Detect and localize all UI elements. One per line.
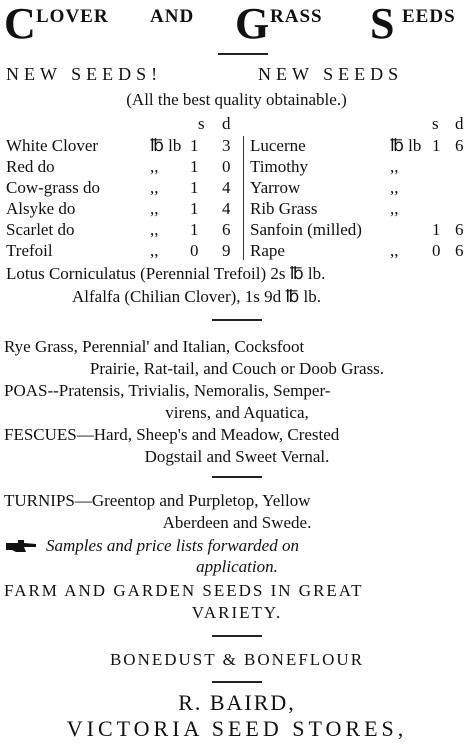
price-pence: 6 [455,241,464,260]
price-pence: 6 [222,220,231,239]
seed-name: Scarlet do [6,220,75,239]
seed-unit: ,, [150,157,159,176]
advertisement-page: C LOVER AND G RASS S EEDS NEW SEEDS! NEW SEEDS (All the best quality obtainable.) s d s d White Clover ℔ lb 1 3 Red do ,, 1 0 Cow-grass do ,, 1 4 Alsyke do ,, 1 4 Scarlet do ,, 1 6 Trefoil ,, 0 9 Lucerne ℔ lb 1 6 Timothy ,, Yarrow ,, Rib Grass ,, Sanfoin (milled) 1 6 Rape ,, 0 6 Lotus Corniculatus (Perennial Trefoil) 2s ℔ lb. Alfalfa (Chilian Clover), 1s 9d ℔ lb. Rye Grass, Perennial' and Italian, Cocksfoot Prairie, Rat-tail, and Couch or Doob Grass. POAS--Pratensis, Trivialis, Nemoralis, Semper- virens, and Aquatica, FESCUES—Hard, Sheep's and Meadow, Crested Dogstail and Sweet Vernal. TURNIPS—Greentop and Purpletop, Yellow Aberdeen and Swede. Samples and price lists forwarded on application. FARM AND GARDEN SEEDS IN GREAT VARIETY. BONEDUST & BONEFLOUR R. BAIRD, VICTORIA SEED STORES, [0,0,473,746]
farm-garden-line-2: VARIETY. [191,603,283,622]
turnips-line-2: Aberdeen and Swede. [162,513,312,532]
seed-name: Yarrow [250,178,301,197]
seed-stores-name: VICTORIA SEED STORES, [66,716,408,741]
price-shillings: 0 [190,241,199,260]
price-pence: 3 [222,136,231,155]
price-pence: 6 [455,136,464,155]
seed-name: Lucerne [250,136,306,155]
seed-unit: ,, [390,199,399,218]
seed-name: Timothy [250,157,308,176]
divider [212,635,262,637]
divider [212,319,262,321]
bonedust-line: BONEDUST & BONEFLOUR [109,650,365,669]
seed-unit: ,, [390,241,399,260]
fescues-line-2: Dogstail and Sweet Vernal. [144,447,330,466]
seed-name: Trefoil [6,241,53,260]
title-lover: LOVER [36,6,109,27]
divider [218,53,268,55]
seed-unit: ,, [390,157,399,176]
seed-name: Cow-grass do [6,178,100,197]
alfalfa-line: Alfalfa (Chilian Clover), 1s 9d ℔ lb. [72,287,322,306]
seed-unit: ,, [150,241,159,260]
rye-grass-line-1: Rye Grass, Perennial' and Italian, Cocksfoot [4,337,305,356]
price-shillings: 1 [190,220,199,239]
seed-unit: ℔ lb [150,136,182,155]
title-initial-g: G [235,0,270,48]
left-shilling-header: s [198,114,205,133]
divider [212,476,262,478]
price-pence: 4 [222,178,231,197]
turnips-line-1: TURNIPS—Greentop and Purpletop, Yellow [4,491,311,510]
merchant-name: R. BAIRD, [178,690,296,715]
lotus-line: Lotus Corniculatus (Perennial Trefoil) 2s ℔ lb. [6,264,326,283]
seed-name: White Clover [6,136,99,155]
left-pence-header: d [222,114,231,133]
seed-name: Sanfoin (milled) [250,220,362,239]
price-shillings: 1 [190,157,199,176]
seed-unit: ℔ lb [390,136,422,155]
price-pence: 9 [222,241,231,260]
title-initial-c: C [4,0,36,48]
seed-unit: ,, [150,178,159,197]
title-rass: RASS [270,6,323,27]
right-shilling-header: s [432,114,439,133]
new-seeds-left: NEW SEEDS! [6,64,163,84]
column-divider [243,136,244,260]
price-shillings: 1 [190,199,199,218]
seed-name: Rib Grass [250,199,318,218]
new-seeds-right: NEW SEEDS [258,64,404,84]
seed-unit: ,, [150,199,159,218]
seed-unit: ,, [390,178,399,197]
price-shillings: 1 [190,136,199,155]
right-pence-header: d [455,114,464,133]
title-initial-s: S [370,0,395,48]
price-shillings: 1 [432,220,441,239]
seed-name: Alsyke do [6,199,76,218]
price-pence: 0 [222,157,231,176]
divider [212,681,262,683]
seed-unit: ,, [150,220,159,239]
poas-line-1: POAS--Pratensis, Trivialis, Nemoralis, Semper- [4,381,331,400]
seed-name: Rape [250,241,285,260]
samples-line-2: application. [196,557,278,576]
title-and: AND [150,6,195,27]
quality-subheading: (All the best quality obtainable.) [126,90,347,109]
price-shillings: 0 [432,241,441,260]
price-shillings: 1 [432,136,441,155]
farm-garden-line-1: FARM AND GARDEN SEEDS IN GREAT [4,581,364,600]
price-pence: 6 [455,220,464,239]
fescues-line-1: FESCUES—Hard, Sheep's and Meadow, Crested [4,425,340,444]
price-shillings: 1 [190,178,199,197]
poas-line-2: virens, and Aquatica, [165,403,309,422]
seed-name: Red do [6,157,55,176]
title-eeds: EEDS [402,6,456,27]
ad-title [0,2,473,48]
rye-grass-line-2: Prairie, Rat-tail, and Couch or Doob Grass. [89,359,385,378]
price-pence: 4 [222,199,231,218]
